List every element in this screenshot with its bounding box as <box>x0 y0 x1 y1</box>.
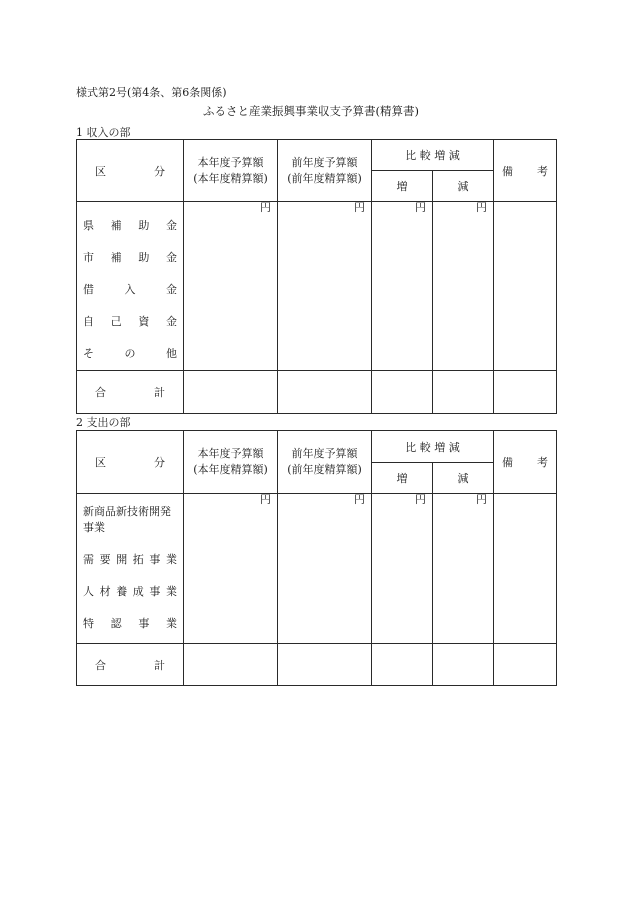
expenditure-item-char: 拓 <box>132 553 144 566</box>
yen-unit-label: 円 <box>476 201 487 214</box>
header-remarks-char: 備 <box>502 164 513 178</box>
header-current-year-label: 本年度予算額 <box>197 155 264 169</box>
yen-unit-label: 円 <box>260 201 271 214</box>
income-item-char: 補 <box>110 219 122 232</box>
header-comparison <box>372 140 494 171</box>
expenditure-item-char: 認 <box>110 617 122 630</box>
header-increase-label: 増 <box>396 472 408 485</box>
income-total-char: 計 <box>154 386 165 399</box>
expenditure-item-char: 業 <box>165 553 177 566</box>
income-item-char: 自 <box>83 315 94 328</box>
expenditure-item-char: 特 <box>83 617 94 630</box>
expenditure-total-decrease[interactable] <box>433 644 494 686</box>
header-category-char: 区 <box>95 456 106 469</box>
income-item-other <box>83 338 177 370</box>
income-total-previous-year[interactable] <box>278 371 372 414</box>
header-comparison-label: 比 較 増 減 <box>405 440 460 454</box>
header-remarks <box>494 140 557 202</box>
income-item-char: 己 <box>110 315 122 328</box>
yen-unit-label: 円 <box>354 493 365 506</box>
header-current-year-label: 本年度予算額 <box>197 447 264 460</box>
income-item-char: 助 <box>138 219 150 232</box>
income-item-char: 入 <box>124 283 136 296</box>
expenditure-item-char: 人 <box>83 585 94 598</box>
expenditure-item-char: 事 <box>149 553 161 566</box>
header-increase <box>372 171 433 202</box>
expenditure-item-char: 養 <box>116 585 128 598</box>
income-item-char: 補 <box>110 251 122 264</box>
header-category-char: 区 <box>95 164 106 178</box>
expenditure-item-human-resources <box>83 576 177 608</box>
header-increase <box>372 463 433 494</box>
expenditure-item-char: 業 <box>165 585 177 598</box>
expenditure-item-label: 新商品新技術開発事業 <box>83 505 171 534</box>
yen-unit-label: 円 <box>260 493 271 506</box>
expenditure-table <box>76 430 557 686</box>
header-previous-year-sub: (前年度精算額) <box>287 171 362 185</box>
header-decrease-label: 減 <box>457 180 469 193</box>
expenditure-section-heading: 2 支出の部 <box>76 416 131 429</box>
header-previous-year <box>278 431 372 494</box>
income-current-year-cell[interactable] <box>184 202 278 371</box>
income-item-char: そ <box>83 347 94 360</box>
header-decrease <box>433 171 494 202</box>
income-item-char: 金 <box>166 283 177 296</box>
expenditure-increase-cell[interactable] <box>372 494 433 644</box>
expenditure-item-char: 成 <box>132 585 144 598</box>
expenditure-remarks-cell[interactable] <box>494 494 557 644</box>
header-current-year <box>184 140 278 202</box>
income-total-char: 合 <box>95 386 106 399</box>
header-previous-year-label: 前年度予算額 <box>291 447 358 460</box>
income-section-heading: 1 収入の部 <box>76 126 131 139</box>
income-item-char: 金 <box>165 251 177 264</box>
expenditure-item-char: 需 <box>83 553 94 566</box>
income-item-own-funds <box>83 306 177 338</box>
income-category-list <box>77 202 184 371</box>
expenditure-total-char: 合 <box>95 658 106 672</box>
yen-unit-label: 円 <box>415 493 426 506</box>
header-comparison-label: 比 較 増 減 <box>405 149 460 162</box>
income-item-char: 助 <box>138 251 150 264</box>
income-item-prefecture-subsidy <box>83 210 177 242</box>
income-item-char: 他 <box>166 347 177 360</box>
header-category-char: 分 <box>154 164 165 178</box>
income-total-decrease[interactable] <box>433 371 494 414</box>
income-remarks-cell[interactable] <box>494 202 557 371</box>
expenditure-item-char: 業 <box>165 617 177 630</box>
income-item-char: 金 <box>165 315 177 328</box>
document-title: ふるさと産業振興事業収支予算書(精算書) <box>203 104 419 118</box>
header-previous-year <box>278 140 372 202</box>
yen-unit-label: 円 <box>415 201 426 214</box>
yen-unit-label: 円 <box>354 201 365 214</box>
expenditure-item-char: 材 <box>99 585 111 598</box>
expenditure-total-previous-year[interactable] <box>278 644 372 686</box>
header-decrease <box>433 463 494 494</box>
income-table <box>76 139 557 414</box>
income-item-char: 市 <box>83 251 94 264</box>
header-previous-year-sub: (前年度精算額) <box>287 463 362 476</box>
header-category <box>77 431 184 494</box>
header-category-char: 分 <box>154 456 165 469</box>
expenditure-category-list <box>77 494 184 644</box>
expenditure-item-demand-development <box>83 544 177 576</box>
income-item-city-subsidy <box>83 242 177 274</box>
income-previous-year-cell[interactable] <box>278 202 372 371</box>
header-increase-label: 増 <box>396 180 408 193</box>
expenditure-current-year-cell[interactable] <box>184 494 278 644</box>
income-item-char: 金 <box>165 219 177 232</box>
header-current-year-sub: (本年度精算額) <box>193 463 268 476</box>
expenditure-total-increase[interactable] <box>372 644 433 686</box>
header-previous-year-label: 前年度予算額 <box>291 155 358 169</box>
income-total-increase[interactable] <box>372 371 433 414</box>
header-remarks-char: 備 <box>502 456 513 469</box>
income-item-char: の <box>124 347 136 360</box>
expenditure-item-char: 開 <box>116 553 128 566</box>
expenditure-total-label <box>77 644 184 686</box>
header-category <box>77 140 184 202</box>
header-current-year <box>184 431 278 494</box>
income-increase-cell[interactable] <box>372 202 433 371</box>
income-item-char: 借 <box>83 283 94 296</box>
income-item-char: 資 <box>138 315 150 328</box>
income-total-current-year[interactable] <box>184 371 278 414</box>
expenditure-item-char: 要 <box>99 553 111 566</box>
income-item-loan <box>83 274 177 306</box>
expenditure-decrease-cell[interactable] <box>433 494 494 644</box>
income-total-label <box>77 371 184 414</box>
expenditure-item-char: 事 <box>149 585 161 598</box>
income-decrease-cell[interactable] <box>433 202 494 371</box>
header-remarks-char: 考 <box>537 456 548 469</box>
form-number: 様式第2号(第4条、第6条関係) <box>76 86 227 99</box>
expenditure-item-special-approval <box>83 608 177 640</box>
expenditure-total-char: 計 <box>154 658 165 672</box>
expenditure-item-new-product-development <box>83 502 177 540</box>
header-current-year-sub: (本年度精算額) <box>193 171 268 185</box>
expenditure-item-char: 事 <box>138 617 150 630</box>
yen-unit-label: 円 <box>476 493 487 506</box>
income-item-char: 県 <box>83 219 94 232</box>
header-remarks-char: 考 <box>537 164 548 178</box>
expenditure-total-remarks[interactable] <box>494 644 557 686</box>
header-decrease-label: 減 <box>457 472 469 485</box>
expenditure-total-current-year[interactable] <box>184 644 278 686</box>
expenditure-previous-year-cell[interactable] <box>278 494 372 644</box>
header-comparison <box>372 431 494 463</box>
header-remarks <box>494 431 557 494</box>
income-total-remarks[interactable] <box>494 371 557 414</box>
